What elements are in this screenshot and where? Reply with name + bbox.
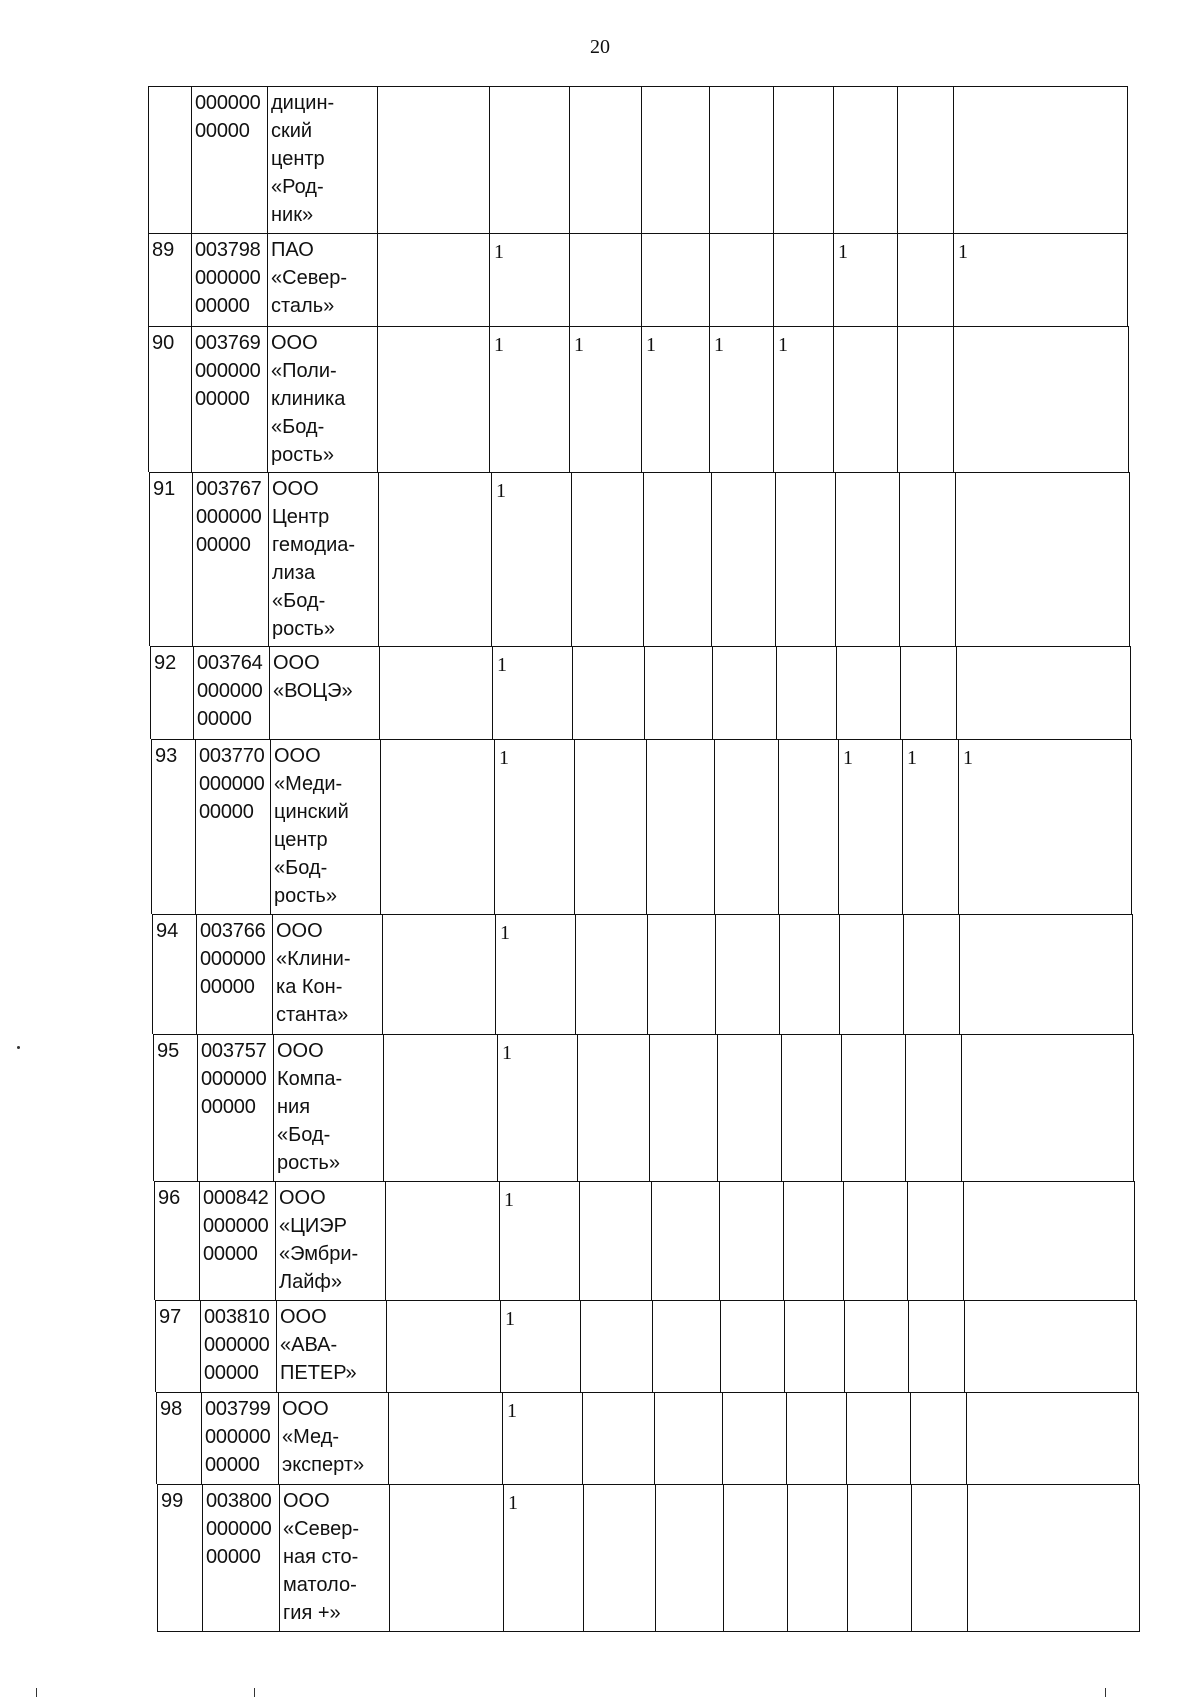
mark-cell (953, 327, 1128, 472)
mark-cell (784, 1301, 844, 1392)
mark-cell (907, 1182, 963, 1300)
mark-cell: 1 (958, 740, 1131, 914)
mark-cell (846, 1393, 910, 1484)
mark-cell (644, 647, 712, 739)
row-number (149, 87, 191, 233)
table-row (148, 86, 1128, 233)
mark-cell (709, 234, 773, 326)
organization-name: ООО «ЦИЭР «Эмбри- Лайф» (275, 1182, 385, 1300)
mark-cell (781, 1035, 841, 1181)
organization-code: 000842 000000 00000 (199, 1182, 275, 1300)
mark-cell (897, 327, 953, 472)
row-number: 93 (155, 745, 178, 767)
row-number: 91 (153, 478, 176, 500)
organization-code: 003770 000000 00000 (195, 740, 270, 914)
mark-cell (717, 1035, 781, 1181)
organization-code: 003766 000000 00000 (196, 915, 272, 1034)
table-row (148, 233, 1128, 326)
mark-cell (959, 915, 1132, 1034)
mark-cell (709, 87, 773, 233)
table-row (151, 739, 1132, 914)
mark-cell (579, 1182, 651, 1300)
mark-cell: 1 (953, 234, 1127, 326)
mark-cell: 1 (503, 1485, 583, 1631)
row-number: 92 (154, 652, 177, 674)
organization-code: 003764 000000 00000 (193, 647, 269, 739)
mark-cell (776, 647, 836, 739)
table-row (154, 1181, 1135, 1300)
organization-name: ООО «Север- ная сто- матоло- гия +» (279, 1485, 389, 1631)
mark-cell: 1 (838, 740, 902, 914)
mark-cell (571, 473, 643, 646)
mark-cell: 1 (489, 327, 569, 472)
scan-speck (17, 1046, 20, 1049)
mark-cell (723, 1485, 787, 1631)
mark-cell (787, 1485, 847, 1631)
row-number: 89 (152, 239, 175, 261)
empty-cell (377, 327, 489, 472)
mark-cell (652, 1301, 720, 1392)
mark-cell (783, 1182, 843, 1300)
mark-cell: 1 (569, 327, 641, 472)
organization-code: 000000 00000 (191, 87, 267, 233)
mark-cell (577, 1035, 649, 1181)
organization-name: дицин- ский центр «Род- ник» (267, 87, 377, 233)
mark-cell (779, 915, 839, 1034)
mark-cell (844, 1301, 908, 1392)
table-row (156, 1392, 1139, 1484)
mark-cell (569, 234, 641, 326)
mark-cell (841, 1035, 905, 1181)
mark-cell: 1 (499, 1182, 579, 1300)
empty-cell (388, 1393, 502, 1484)
empty-cell (386, 1301, 500, 1392)
mark-cell (899, 473, 955, 646)
table-row (153, 1034, 1134, 1181)
organization-code: 003757 000000 00000 (197, 1035, 273, 1181)
organization-name: ООО «Поли- клиника «Бод- рость» (267, 327, 377, 472)
mark-cell: 1 (641, 327, 709, 472)
mark-cell: 1 (500, 1301, 580, 1392)
mark-cell: 1 (902, 740, 958, 914)
mark-cell (643, 473, 711, 646)
organization-name: ООО «Мед- эксперт» (278, 1393, 388, 1484)
mark-cell (966, 1393, 1138, 1484)
empty-cell (383, 1035, 497, 1181)
mark-cell (654, 1393, 722, 1484)
mark-cell (773, 87, 833, 233)
table-row (155, 1300, 1137, 1392)
mark-cell (964, 1301, 1136, 1392)
table-row (148, 326, 1129, 472)
mark-cell (778, 740, 838, 914)
mark-cell (583, 1485, 655, 1631)
empty-cell (389, 1485, 503, 1631)
mark-cell (910, 1393, 966, 1484)
mark-cell (719, 1182, 783, 1300)
empty-cell (385, 1182, 499, 1300)
mark-cell (911, 1485, 967, 1631)
page-number: 20 (590, 36, 610, 58)
mark-cell (711, 473, 775, 646)
mark-cell (786, 1393, 846, 1484)
mark-cell (651, 1182, 719, 1300)
row-number: 97 (159, 1306, 182, 1328)
mark-cell (839, 915, 903, 1034)
mark-cell (908, 1301, 964, 1392)
mark-cell (903, 915, 959, 1034)
mark-cell: 1 (497, 1035, 577, 1181)
empty-cell (378, 473, 491, 646)
mark-cell: 1 (709, 327, 773, 472)
organization-code: 003810 000000 00000 (200, 1301, 276, 1392)
empty-cell (382, 915, 495, 1034)
mark-cell: 1 (495, 915, 575, 1034)
mark-cell: 1 (494, 740, 574, 914)
mark-cell (646, 740, 714, 914)
mark-cell (489, 87, 569, 233)
organization-name: ПАО «Север- сталь» (267, 234, 377, 326)
mark-cell (961, 1035, 1133, 1181)
mark-cell (641, 87, 709, 233)
empty-cell (380, 740, 494, 914)
mark-cell (905, 1035, 961, 1181)
empty-cell (377, 234, 489, 326)
mark-cell (715, 915, 779, 1034)
organization-name: ООО «Клини- ка Кон- станта» (272, 915, 382, 1034)
mark-cell: 1 (492, 647, 572, 739)
empty-cell (377, 87, 489, 233)
row-number: 94 (156, 920, 179, 942)
mark-cell (953, 87, 1127, 233)
mark-cell (720, 1301, 784, 1392)
organization-code: 003767 000000 00000 (192, 473, 268, 646)
table-row (157, 1484, 1140, 1632)
organization-name: ООО «Меди- цинский центр «Бод- рость» (270, 740, 380, 914)
mark-cell (574, 740, 646, 914)
mark-cell (956, 647, 1130, 739)
row-number: 95 (157, 1040, 180, 1062)
organization-code: 003800 000000 00000 (202, 1485, 279, 1631)
mark-cell (773, 234, 833, 326)
organization-code: 003799 000000 00000 (201, 1393, 278, 1484)
table-row (149, 472, 1130, 646)
mark-cell: 1 (833, 234, 897, 326)
row-number: 96 (158, 1187, 181, 1209)
mark-cell (647, 915, 715, 1034)
mark-cell: 1 (491, 473, 571, 646)
organization-name: ООО «АВА- ПЕТЕР» (276, 1301, 386, 1392)
table-row (150, 646, 1131, 739)
mark-cell (833, 327, 897, 472)
mark-cell (569, 87, 641, 233)
mark-cell (836, 647, 900, 739)
mark-cell: 1 (489, 234, 569, 326)
mark-cell (897, 234, 953, 326)
scan-edge-marks (0, 1688, 1200, 1697)
mark-cell: 1 (773, 327, 833, 472)
row-number: 90 (152, 332, 175, 354)
mark-cell (963, 1182, 1134, 1300)
mark-cell (835, 473, 899, 646)
organization-name: ООО «ВОЦЭ» (269, 647, 379, 739)
organization-code: 003769 000000 00000 (191, 327, 267, 472)
mark-cell (714, 740, 778, 914)
mark-cell (575, 915, 647, 1034)
mark-cell (897, 87, 953, 233)
mark-cell (655, 1485, 723, 1631)
mark-cell (722, 1393, 786, 1484)
mark-cell (847, 1485, 911, 1631)
mark-cell (712, 647, 776, 739)
organization-name: ООО Компа- ния «Бод- рость» (273, 1035, 383, 1181)
mark-cell: 1 (502, 1393, 582, 1484)
mark-cell (967, 1485, 1139, 1631)
mark-cell (641, 234, 709, 326)
mark-cell (833, 87, 897, 233)
mark-cell (775, 473, 835, 646)
mark-cell (649, 1035, 717, 1181)
organization-name: ООО Центр гемодиа- лиза «Бод- рость» (268, 473, 378, 646)
row-number: 98 (160, 1398, 183, 1420)
organization-code: 003798 000000 00000 (191, 234, 267, 326)
mark-cell (572, 647, 644, 739)
mark-cell (900, 647, 956, 739)
mark-cell (955, 473, 1129, 646)
row-number: 99 (161, 1490, 184, 1512)
mark-cell (580, 1301, 652, 1392)
empty-cell (379, 647, 492, 739)
mark-cell (582, 1393, 654, 1484)
mark-cell (843, 1182, 907, 1300)
table-row (152, 914, 1133, 1034)
